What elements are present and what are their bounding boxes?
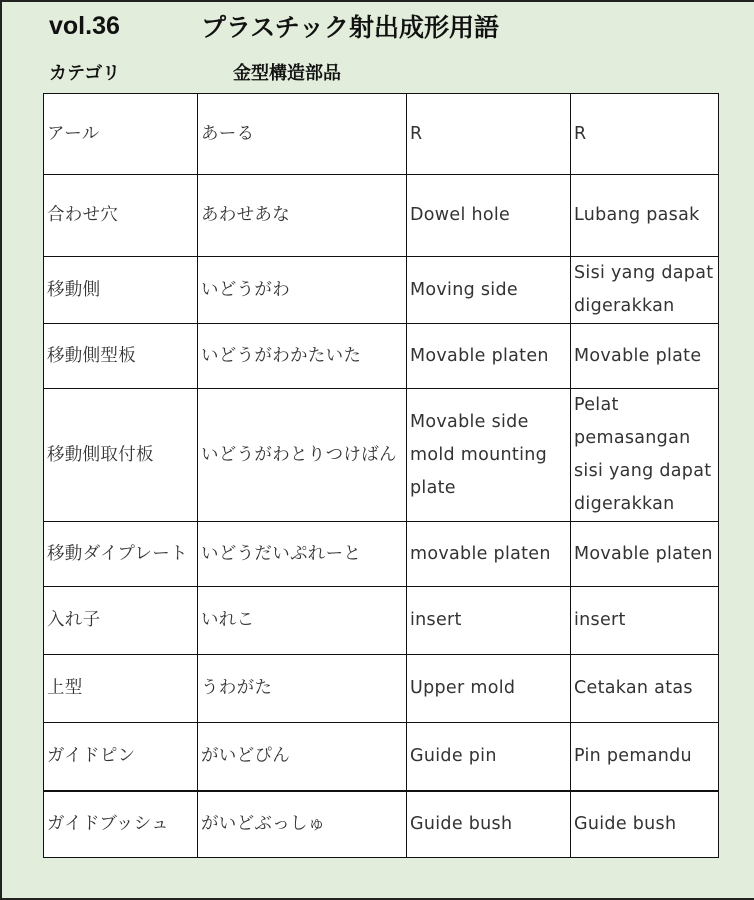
- reading-cell: うわがた: [198, 655, 407, 723]
- indonesian-cell: Movable platen: [571, 522, 719, 587]
- english-cell: Guide bush: [407, 791, 571, 858]
- reading-cell: いどうがわ: [198, 257, 407, 324]
- title-row: [49, 8, 499, 44]
- english-cell: Dowel hole: [407, 175, 571, 257]
- glossary-table: [43, 93, 719, 858]
- reading-cell: がいどぶっしゅ: [198, 791, 407, 858]
- indonesian-cell: Pelat pemasangan sisi yang dapat digerakkan: [571, 389, 719, 522]
- category-label: カテゴリ: [49, 63, 121, 84]
- category-value: 金型構造部品: [233, 63, 341, 84]
- term-cell: 上型: [44, 655, 198, 723]
- table-row: [44, 791, 719, 858]
- english-cell: Moving side: [407, 257, 571, 324]
- table-row: [44, 655, 719, 723]
- indonesian-cell: Lubang pasak: [571, 175, 719, 257]
- table-row: [44, 522, 719, 587]
- reading-cell: いどうだいぷれーと: [198, 522, 407, 587]
- english-cell: Movable platen: [407, 324, 571, 389]
- page-title: プラスチック射出成形用語: [201, 13, 500, 42]
- reading-cell: いどうがわとりつけばん: [198, 389, 407, 522]
- indonesian-cell: Movable plate: [571, 324, 719, 389]
- english-cell: R: [407, 94, 571, 175]
- term-cell: 移動ダイプレート: [44, 522, 198, 587]
- reading-cell: いどうがわかたいた: [198, 324, 407, 389]
- reading-cell: あわせあな: [198, 175, 407, 257]
- english-cell: Guide pin: [407, 723, 571, 791]
- indonesian-cell: Sisi yang dapat digerakkan: [571, 257, 719, 324]
- table-row: [44, 389, 719, 522]
- table-row: [44, 587, 719, 655]
- indonesian-cell: R: [571, 94, 719, 175]
- term-cell: 入れ子: [44, 587, 198, 655]
- term-cell: アール: [44, 94, 198, 175]
- english-cell: Upper mold: [407, 655, 571, 723]
- table-row: [44, 324, 719, 389]
- term-cell: ガイドブッシュ: [44, 791, 198, 858]
- table-row: [44, 94, 719, 175]
- table-row: [44, 175, 719, 257]
- term-cell: 移動側型板: [44, 324, 198, 389]
- term-cell: 合わせ穴: [44, 175, 198, 257]
- english-cell: insert: [407, 587, 571, 655]
- english-cell: movable platen: [407, 522, 571, 587]
- indonesian-cell: Cetakan atas: [571, 655, 719, 723]
- indonesian-cell: insert: [571, 587, 719, 655]
- term-cell: 移動側取付板: [44, 389, 198, 522]
- reading-cell: あーる: [198, 94, 407, 175]
- term-cell: 移動側: [44, 257, 198, 324]
- table-row: [44, 257, 719, 324]
- volume-label: vol.36: [49, 11, 120, 40]
- indonesian-cell: Pin pemandu: [571, 723, 719, 791]
- reading-cell: がいどぴん: [198, 723, 407, 791]
- table-row: [44, 723, 719, 791]
- reading-cell: いれこ: [198, 587, 407, 655]
- indonesian-cell: Guide bush: [571, 791, 719, 858]
- term-cell: ガイドピン: [44, 723, 198, 791]
- category-row: [49, 57, 341, 87]
- english-cell: Movable side mold mounting plate: [407, 389, 571, 522]
